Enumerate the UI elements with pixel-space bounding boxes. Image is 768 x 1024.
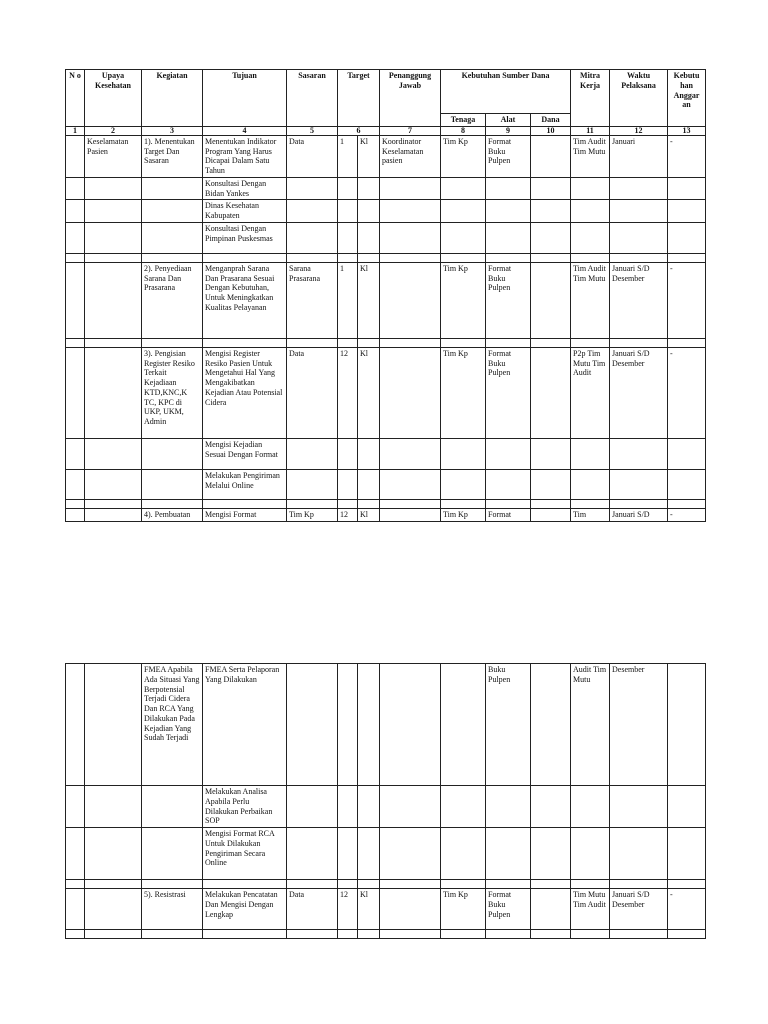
table-row	[66, 786, 706, 828]
header-row	[66, 70, 706, 114]
col-number: 9	[486, 126, 531, 135]
col-header-tenaga: Tenaga	[441, 114, 486, 127]
col-number: 10	[531, 126, 571, 135]
cell-target-unit: Kl	[358, 262, 380, 338]
cell-target-num: 12	[338, 347, 358, 438]
cell-tenaga: Tim Kp	[441, 889, 486, 930]
cell-tujuan: Mengisi Format	[203, 508, 287, 521]
cell-mitra: Tim Mutu Tim Audit	[571, 889, 610, 930]
table-row	[66, 200, 706, 223]
program-table-page-2	[65, 663, 706, 939]
cell-sasaran: Sarana Prasarana	[287, 262, 338, 338]
spacer-row	[66, 880, 706, 889]
cell-anggaran: -	[668, 889, 706, 930]
table-row	[66, 508, 706, 521]
column-number-row	[66, 126, 706, 135]
table-row	[66, 177, 706, 200]
cell-tujuan: Melakukan Pengiriman Melalui Online	[203, 469, 287, 499]
table-row	[66, 262, 706, 338]
spacer-row	[66, 499, 706, 508]
col-header-tujuan: Tujuan	[203, 70, 287, 127]
col-number: 5	[287, 126, 338, 135]
table-row	[66, 438, 706, 469]
cell-waktu: Januari S/D Desember	[610, 347, 668, 438]
cell-waktu: Desember	[610, 664, 668, 786]
cell-waktu: Januari S/D	[610, 508, 668, 521]
col-header-waktu: Waktu Pelaksana	[610, 70, 668, 127]
cell-tujuan: Mengisi Register Resiko Pasien Untuk Mengetahui Hal Yang Mengakibatkan Kejadian Atau Potensial Cidera	[203, 347, 287, 438]
cell-tujuan: Melakukan Analisa Apabila Perlu Dilakukan Perbaikan SOP	[203, 786, 287, 828]
cell-sasaran: Tim Kp	[287, 508, 338, 521]
cell-no	[66, 135, 85, 177]
cell-tujuan: Dinas Kesehatan Kabupaten	[203, 200, 287, 223]
cell-alat: Format Buku Pulpen	[486, 347, 531, 438]
program-table-page-1	[65, 69, 706, 522]
cell-tujuan: Konsultasi Dengan Bidan Yankes	[203, 177, 287, 200]
cell-tujuan: Mengisi Format RCA Untuk Dilakukan Pengiriman Secara Online	[203, 828, 287, 880]
table-row	[66, 135, 706, 177]
cell-sasaran: Data	[287, 347, 338, 438]
cell-anggaran: -	[668, 347, 706, 438]
table-row	[66, 222, 706, 253]
cell-tujuan: Mengisi Kejadian Sesuai Dengan Format	[203, 438, 287, 469]
cell-waktu: Januari S/D Desember	[610, 889, 668, 930]
cell-tujuan: FMEA Serta Pelaporan Yang Dilakukan	[203, 664, 287, 786]
col-number: 1	[66, 126, 85, 135]
col-number: 12	[610, 126, 668, 135]
cell-penanggung: Koordinator Keselamatan pasien	[380, 135, 441, 177]
col-header-no: N o	[66, 70, 85, 127]
cell-tenaga: Tim Kp	[441, 135, 486, 177]
cell-sasaran: Data	[287, 889, 338, 930]
cell-alat: Buku Pulpen	[486, 664, 531, 786]
col-number: 7	[380, 126, 441, 135]
cell-tujuan: Melakukan Pencatatan Dan Mengisi Dengan Lengkap	[203, 889, 287, 930]
cell-anggaran: -	[668, 262, 706, 338]
cell-kegiatan: 4). Pembuatan	[142, 508, 203, 521]
col-header-target: Target	[338, 70, 380, 127]
col-number: 4	[203, 126, 287, 135]
cell-tenaga: Tim Kp	[441, 347, 486, 438]
cell-tenaga: Tim Kp	[441, 262, 486, 338]
col-header-mitra: Mitra Kerja	[571, 70, 610, 127]
table-row	[66, 828, 706, 880]
col-header-penanggung: Penanggung Jawab	[380, 70, 441, 127]
cell-sasaran: Data	[287, 135, 338, 177]
spacer-row	[66, 338, 706, 347]
col-header-anggaran: Kebutu han Anggar an	[668, 70, 706, 127]
cell-kegiatan: 1). Menentukan Target Dan Sasaran	[142, 135, 203, 177]
cell-kegiatan: FMEA Apabila Ada Situasi Yang Berpotensial Terjadi Cidera Dan RCA Yang Dilakukan Pada Kejadian Yang Sudah Terjadi	[142, 664, 203, 786]
col-header-kebutuhan: Kebutuhan Sumber Dana	[441, 70, 571, 114]
col-number: 6	[338, 126, 380, 135]
cell-waktu: Januari	[610, 135, 668, 177]
cell-mitra: Tim Audit Tim Mutu	[571, 262, 610, 338]
cell-tenaga: Tim Kp	[441, 508, 486, 521]
cell-tujuan: Konsultasi Dengan Pimpinan Puskesmas	[203, 222, 287, 253]
col-number: 2	[85, 126, 142, 135]
cell-target-num: 1	[338, 135, 358, 177]
cell-dana	[531, 135, 571, 177]
spacer-row	[66, 253, 706, 262]
cell-alat: Format	[486, 508, 531, 521]
cell-mitra: Audit Tim Mutu	[571, 664, 610, 786]
cell-waktu: Januari S/D Desember	[610, 262, 668, 338]
cell-target-unit: Kl	[358, 508, 380, 521]
col-header-upaya: Upaya Kesehatan	[85, 70, 142, 127]
cell-alat: Format Buku Pulpen	[486, 889, 531, 930]
col-header-alat: Alat	[486, 114, 531, 127]
cell-mitra: Tim Audit Tim Mutu	[571, 135, 610, 177]
col-header-sasaran: Sasaran	[287, 70, 338, 127]
table-row	[66, 664, 706, 786]
col-number: 3	[142, 126, 203, 135]
cell-alat: Format Buku Pulpen	[486, 262, 531, 338]
cell-mitra: Tim	[571, 508, 610, 521]
col-number: 11	[571, 126, 610, 135]
cell-upaya: Keselamatan Pasien	[85, 135, 142, 177]
col-number: 8	[441, 126, 486, 135]
cell-kegiatan: 2). Penyediaan Sarana Dan Prasarana	[142, 262, 203, 338]
cell-anggaran: -	[668, 135, 706, 177]
cell-kegiatan: 3). Pengisian Register Resiko Terkait Kejadiaan KTD,KNC,K TC, KPC di UKP, UKM, Admin	[142, 347, 203, 438]
cell-anggaran: -	[668, 508, 706, 521]
cell-alat: Format Buku Pulpen	[486, 135, 531, 177]
cell-target-num: 12	[338, 508, 358, 521]
table-row	[66, 469, 706, 499]
cell-target-unit: Kl	[358, 347, 380, 438]
cell-tujuan: Menganprah Sarana Dan Prasarana Sesuai Dengan Kebutuhan, Untuk Meningkatkan Kualitas Pelayanan	[203, 262, 287, 338]
col-header-kegiatan: Kegiatan	[142, 70, 203, 127]
col-header-dana: Dana	[531, 114, 571, 127]
cell-kegiatan: 5). Resistrasi	[142, 889, 203, 930]
cell-mitra: P2p Tim Mutu Tim Audit	[571, 347, 610, 438]
spacer-row	[66, 930, 706, 939]
cell-target-num: 12	[338, 889, 358, 930]
table-row	[66, 889, 706, 930]
cell-target-unit: Kl	[358, 135, 380, 177]
cell-target-num: 1	[338, 262, 358, 338]
col-number: 13	[668, 126, 706, 135]
cell-tujuan: Menentukan Indikator Program Yang Harus Dicapai Dalam Satu Tahun	[203, 135, 287, 177]
cell-target-unit: Kl	[358, 889, 380, 930]
table-row	[66, 347, 706, 438]
